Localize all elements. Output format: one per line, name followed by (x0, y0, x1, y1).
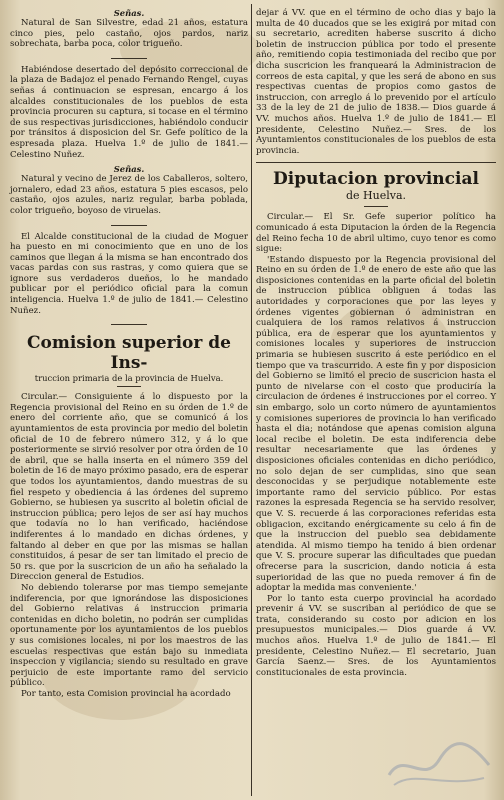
desertor-notice: Habiéndose desertado del depósito correccional de la plaza de Badajoz el penado Fernando Rengel, cuyas señas á continuacion se espresan, encargo á los alcaldes constitucionales de los pueblos de esta provincia procuren su captura, si tocase en el término de sus respectivas jurisdicciones, habiéndolo conducir por tránsitos á disposicion del Sr. Gefe político de la espresada plaza. Huelva 1.º de julio de 1841.— Celestino Nuñez. (10, 64, 248, 160)
nodebiendo-text: No debiendo tolerarse por mas tiempo semejante indiferencia, por que ignorándose las disposiciones del Gobierno relativas á instruccion primaria contenidas en dicho boletin, no podrán ser cumplidas oportunamente por los ayuntamientos de los pueblos y sus comisiones locales, ni por los maestros de las escuelas respectivas que están bajo su inmediata inspeccion y vigilancia; siendo su resultado en grave perjuicio de este importante ramo del servicio público. (10, 582, 248, 689)
section-separator (111, 225, 147, 226)
column-divider (251, 4, 252, 796)
senas-text: Natural y vecino de Jerez de los Caballeros, soltero, jornalero, edad 23 años, estatura 5 pies escasos, pelo castaño, ojos azules, nariz regular, barba poblada, color trigueño, boyoso de viruelas. (10, 174, 248, 216)
comision-title: Comision superior de Ins- (27, 333, 231, 374)
section-separator (256, 162, 496, 163)
section-separator (364, 206, 388, 207)
section-separator (111, 324, 147, 325)
senas-heading: Señas. (113, 8, 145, 18)
right-column (256, 8, 496, 796)
regencia-order-text: 'Estando dispuesto por la Regencia provisional del Reino en su órden de 1.º de enero de este año que las disposiciones contenidas en la parte oficial del boletin de instruccion pública obliguen á todas las autoridades y corporaciones que por las leyes y órdenes vigentes gobiernan ó administran en cualquiera de los ramos relativos á instruccion pública, era de esperar que los ayuntamientos y comisiones locales y superiores de instruccion primaria se hubiesen suscrito á este periódico en el tiempo que va trascurrido. A este fin y por disposicion del Gobierno se limitó el precio de suscricion hasta el punto de nivelarse con el costo que produciría la circulacion de órdenes é instrucciones por el correo. Y sin embargo, solo un corto número de ayuntamientos y comisiones superiores de provincia lo han verificado hasta el dia; notándose que apenas comision alguna local recibe el boletin. De esta indiferencia debe resultar necesariamente que las órdenes y disposiciones oficiales contenidas en dicho periódico, no solo dejan de ser cumplidas, sino que sean desconocidas y se perjudique notablemente este importante ramo del servicio público. Por estas razones la espresada Regencia se ha servido resolver, que V. S. recuerde á las corporaciones referidas esta obligacion, excitando enérgicamente su celo á fin de que la instruccion del pueblo sea debidamente atendida. Al mismo tiempo ha tenido á bien ordenar que V. S. procure superar las dificultades que puedan ofrecerse para la suscricion, dando noticia á esta superioridad de las que no pueda remover á fin de adoptar la medida mas conveniente.' (256, 254, 496, 594)
senas-text: Natural de San Silvestre, edad 21 años, estatura cinco pies, pelo castaño, ojos pardos, nariz sobrechata, barba poca, color trigueño. (10, 18, 248, 50)
circular-text: Circular.— Consiguiente á lo dispuesto por la Regencia provisional del Reino en su órden de 1.º de enero del corriente año, que se comunicó á los ayuntamientos de esta provincia por medio del boletin oficial de 10 de febrero número 312, y á lo que posteriormente se sirvió resolver por otra órden de 10 de abril, que se halla inserta en el número 359 del boletin de 16 de mayo próximo pasado, era de esperar que todos los ayuntamientos, dando muestras de su fiel respeto y obediencia á las órdenes del supremo Gobierno, se hubiesen ya suscrito al boletin oficial de instruccion pública; pero lejos de ser así hay muchos que todavía no lo han verificado, haciéndose indiferentes á lo mandado en dichas órdenes, y faltando al deber en que por las mismas se hallan constituidos, á pesar de ser tan limitado el precio de 50 rs. que por la suscricion de un año ha señalado la Direccion general de Estudios. (10, 392, 248, 583)
left-column (10, 8, 248, 796)
comision-subtitle: truccion primaria de la provincia de Huelva. (34, 373, 224, 384)
portanto-text: Por lo tanto esta cuerpo provincial ha acordado prevenir á VV. se suscriban al periódico de que se trata, considerando su costo por adicion en los presupuestos municipales.— Dios guarde á VV. muchos años. Huelva 1.º de julio de 1841.— El presidente, Celestino Nuñez.— El secretario, Juan García Saenz.— Sres. de los Ayuntamientos constitucionales de esta provincia. (256, 593, 496, 678)
diputacion-title: Diputacion provincial (273, 169, 479, 190)
senas-heading: Señas. (113, 164, 145, 175)
diputacion-subtitle: de Huelva. (345, 189, 407, 203)
alcalde-notice: El Alcalde constitucional de la ciudad de Moguer ha puesto en mi conocimiento que en uno de los caminos que llegan á la misma se han encontrado dos vacas pardas con sus rastras, y como quiera que se ignore sus verdaderos dueños, lo he mandado publicar por el periódico oficial para la comun inteligencia. Huelva 1.º de julio de 1841.— Celestino Nuñez. (10, 231, 248, 316)
section-separator (117, 386, 141, 387)
continued-text: dejar á VV. que en el término de ocho dias y bajo la multa de 40 ducados que se les exigirá por mitad con su secretario, acrediten haberse suscrito á dicho boletin de instruccion pública por todo el presente año, remitiendo copia testimoniada del recibo que por dicha suscricion les franqueará la Administracion de correos de esta capital, y que les será de abono en sus respectivas cuentas de propios como gastos de instruccion, con arreglo á lo prevenido por el artículo 33 de la ley de 21 de julio de 1838.— Dios guarde á VV. muchos años. Huelva 1.º de julio de 1841.— El presidente, Celestino Nuñez.— Sres. de los Ayuntamientos constitucionales de los pueblos de esta provincia. (256, 8, 496, 156)
stamp-mark (384, 730, 494, 790)
section-separator (111, 58, 147, 59)
circular-text: Circular.— El Sr. Gefe superior político ha comunicado á esta Diputacion la órden de la Regencia del Reino fecha 10 de abril ultimo, cuyo tenor es como sigue: (256, 212, 496, 255)
portanto-text: Por tanto, esta Comision provincial ha acordado (21, 688, 231, 699)
